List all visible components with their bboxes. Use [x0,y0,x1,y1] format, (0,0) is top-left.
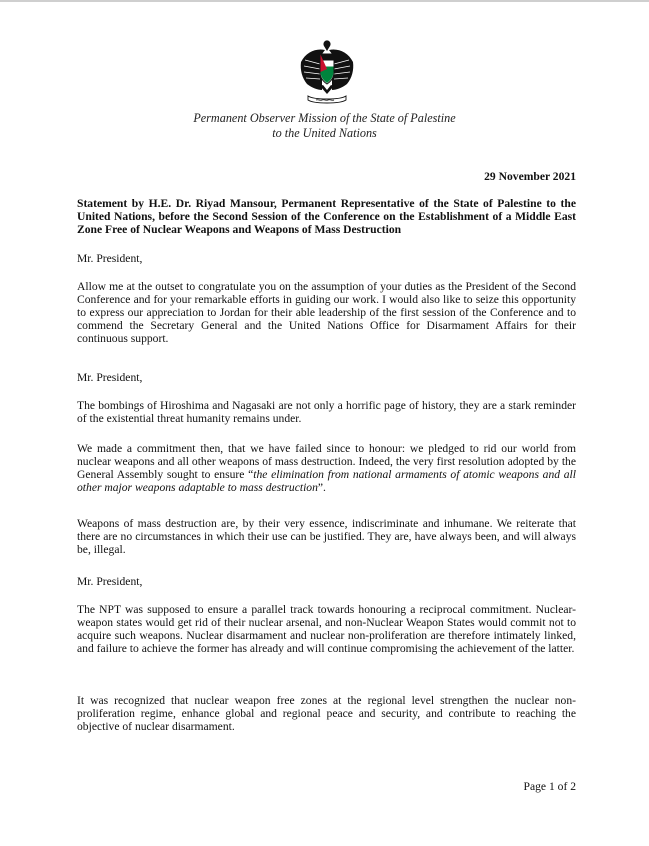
salutation-2: Mr. President, [77,371,143,384]
palestine-eagle-emblem [298,38,356,108]
paragraph-commitment-text: We made a commitment then, that we have failed since to honour: we pledged to rid our world from nuclear weapons and all other weapons of mass destruction. Indeed, the very first resolution adopted by the General Assembly sought to ensure “ [77,442,576,481]
paragraph-commitment-end: ”. [317,481,326,494]
salutation-1: Mr. President, [77,252,143,265]
salutation-3: Mr. President, [77,575,143,588]
page-number: Page 1 of 2 [523,780,576,793]
paragraph-nwfz: It was recognized that nuclear weapon free zones at the regional level strengthen the nuclear non-proliferation regime, enhance global and regional peace and security, and contribute to reaching the objective of nuclear disarmament. [77,694,576,733]
resolution-quote: the elimination from national armaments of atomic weapons and all other major weapons adaptable to mass destruction [77,468,576,494]
statement-title: Statement by H.E. Dr. Riyad Mansour, Permanent Representative of the State of Palestine to the United Nations, before the Second Session of the Conference on the Establishment of a Middle East Zone Free of Nuclear Weapons and Weapons of Mass Destruction [77,197,576,236]
mission-name-line2: to the United Nations [272,126,377,140]
top-border [0,0,649,2]
paragraph-npt: The NPT was supposed to ensure a parallel track towards honouring a reciprocal commitment. Nuclear-weapon states would get rid of their nuclear arsenal, and non-Nuclear Weapon States would commit not to acquire such weapons. Nuclear disarmament and nuclear non-proliferation are therefore intimately linked, and failure to achieve the former has already and will continue compromising the achievement of the latter. [77,603,576,655]
statement-date: 29 November 2021 [484,170,576,183]
paragraph-commitment [77,442,576,494]
mission-name-line1: Permanent Observer Mission of the State of Palestine [193,111,456,125]
paragraph-hiroshima: The bombings of Hiroshima and Nagasaki are not only a horrific page of history, they are a stark reminder of the existential threat humanity remains under. [77,399,576,425]
paragraph-wmd: Weapons of mass destruction are, by their very essence, indiscriminate and inhumane. We reiterate that there are no circumstances in which their use can be justified. They are, have always been, and will always be, illegal. [77,517,576,556]
paragraph-congratulations: Allow me at the outset to congratulate you on the assumption of your duties as the President of the Second Conference and for your remarkable efforts in guiding our work. I would also like to seize this opportunity to express our appreciation to Jordan for their able leadership of the first session of the Conference and to commend the Secretary General and the United Nations Office for Disarmament Affairs for their continuous support. [77,280,576,345]
